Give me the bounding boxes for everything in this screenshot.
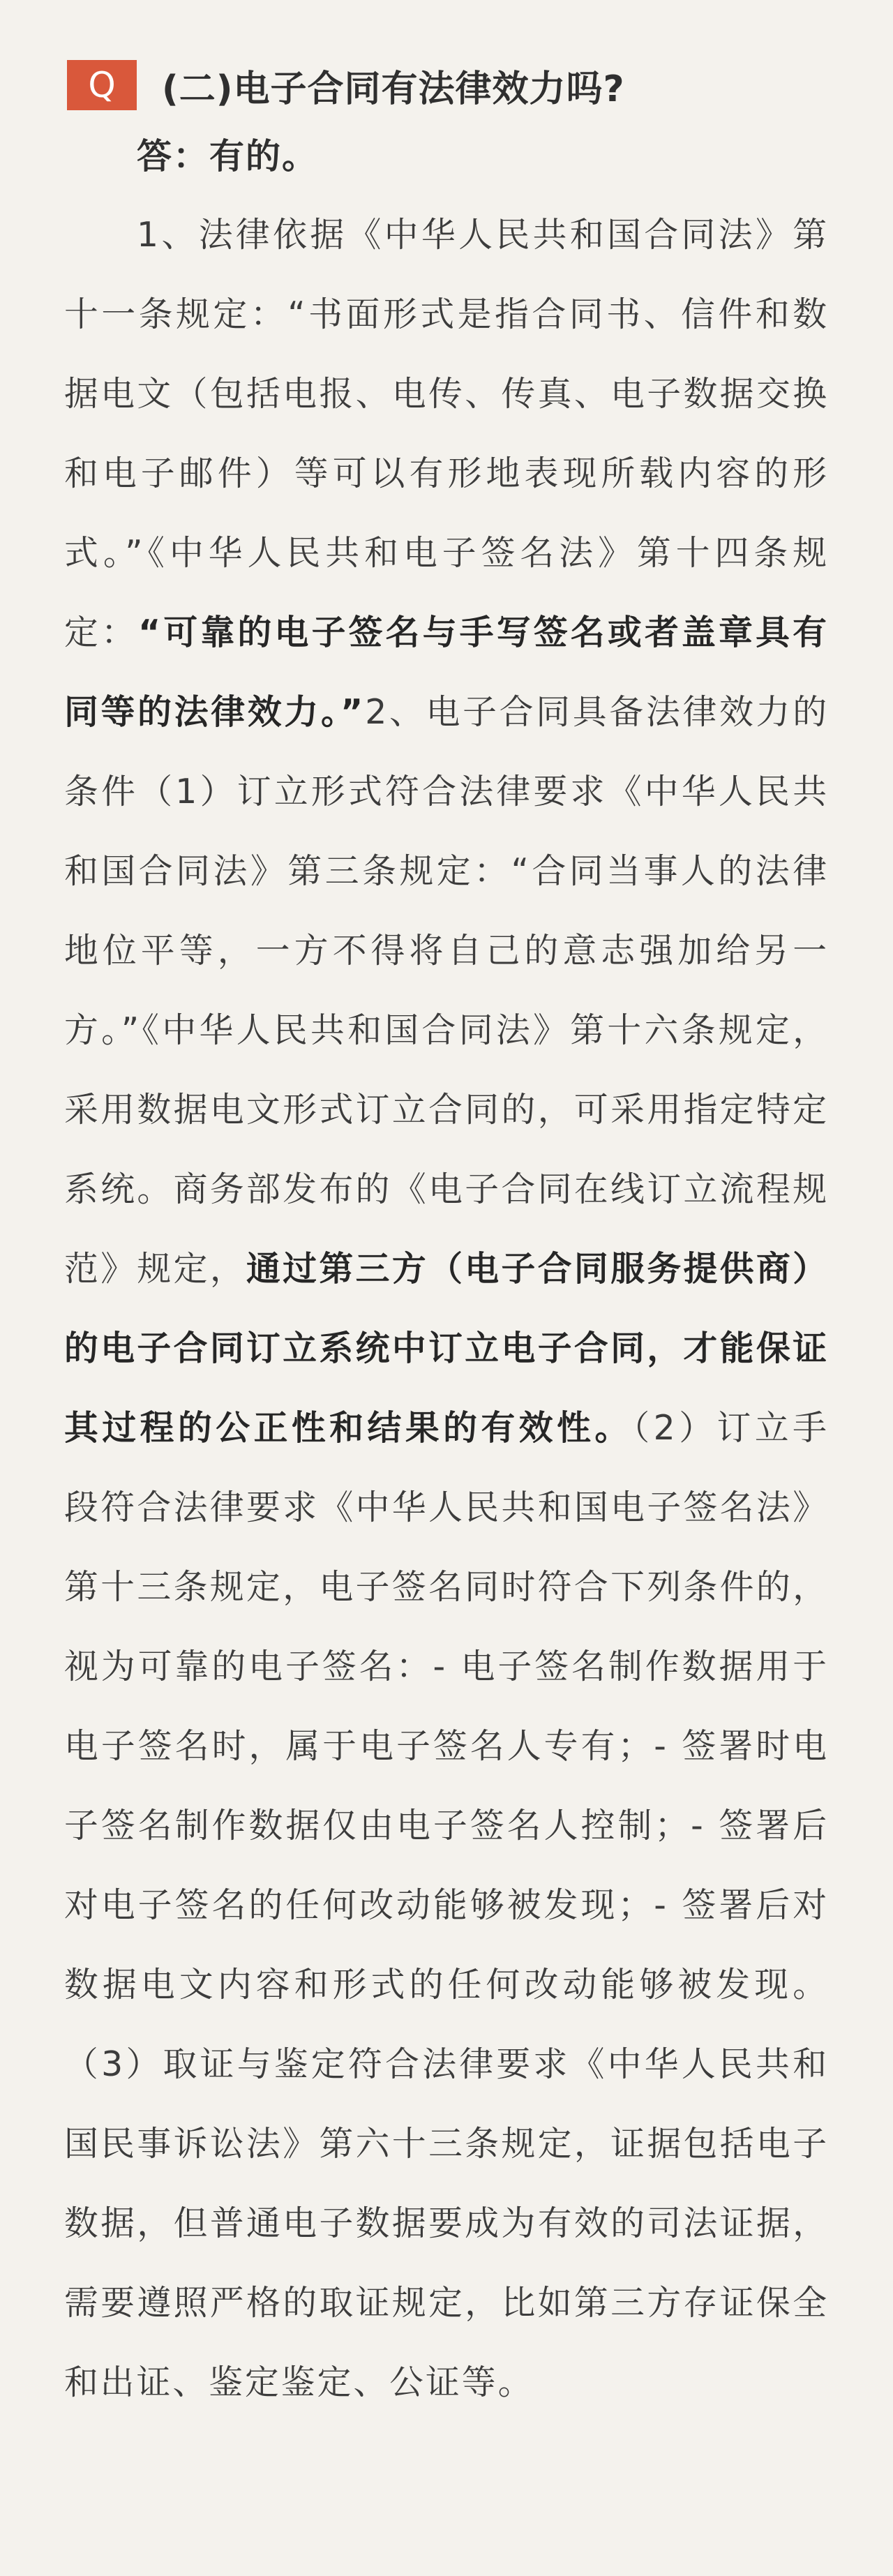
question-heading: [67, 57, 829, 113]
body-segment-legal-basis: 1、法律依据《中华人民共和国合同法》第十一条规定：“书面形式是指合同书、信件和数据电文（包括电报、电传、传真、电子数据交换和电子邮件）等可以有形地表现所载内容的形式。”《中华人民共和电子签名法》第十四条规定：: [64, 215, 829, 652]
body-emphasis-signature-validity: “可靠的电子签名与手写签名或者盖章具有同等的法律效力。”: [64, 613, 829, 732]
body-segment-requirements: （2）订立手段符合法律要求《中华人民共和国电子签名法》第十三条规定，电子签名同时符合下列条件的，视为可靠的电子签名：- 电子签名制作数据用于电子签名时，属于电子签名人专有；- 签署时电子签名制作数据仅由电子签名人控制；- 签署后对电子签名的任何改动能够被发现；- 签署后对数据电文内容和形式的任何改动能够被发现。（3）取证与鉴定符合法律要求《中华人民共和国民事诉讼法》第六十三条规定，证据包括电子数据，但普通电子数据要成为有效的司法证据，需要遵照严格的取证规定，比如第三方存证保全和出证、鉴定鉴定、公证等。: [64, 1408, 829, 2402]
question-title: (二)电子合同有法律效力吗?: [162, 68, 625, 110]
question-badge: Q: [67, 60, 137, 110]
article-body: [64, 195, 829, 2423]
body-segment-conditions: 2、电子合同具备法律效力的条件（1）订立形式符合法律要求《中华人民共和国合同法》第三条规定：“合同当事人的法律地位平等，一方不得将自己的意志强加给另一方。”《中华人民共和国合同法》第十六条规定，采用数据电文形式订立合同的，可采用指定特定系统。商务部发布的《电子合同在线订立流程规范》规定，: [64, 692, 830, 1289]
body-emphasis-third-party: 通过第三方（电子合同服务提供商）的电子合同订立系统中订立电子合同，才能保证其过程的公正性和结果的有效性。: [64, 1249, 829, 1448]
answer-label: 答：有的。: [137, 136, 318, 177]
